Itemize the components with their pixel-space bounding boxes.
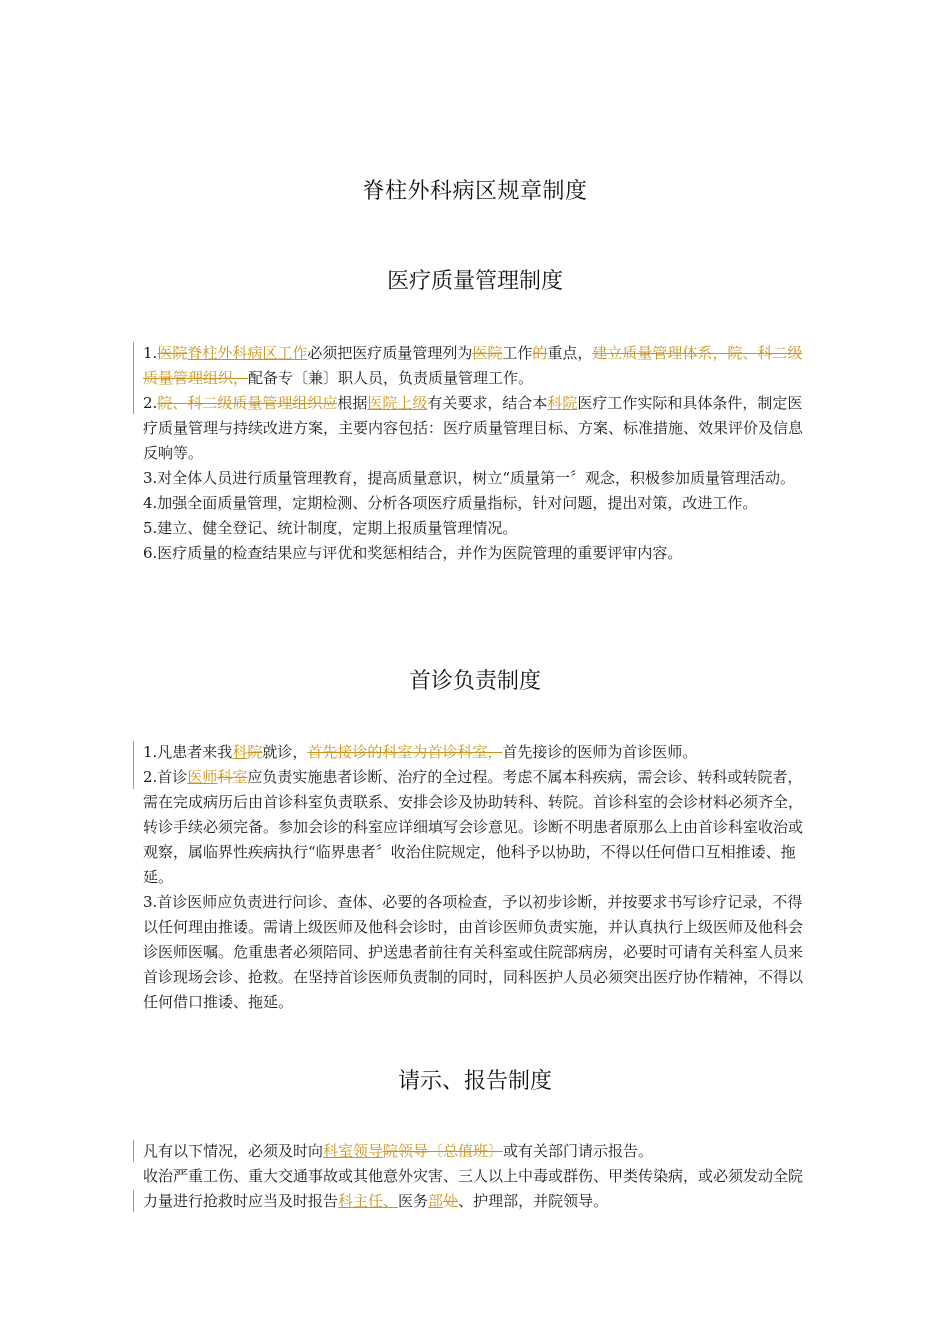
deleted-text: 院领导〔总值班〕 <box>383 1142 504 1160</box>
section-title-first-visit: 首诊负责制度 <box>408 669 541 694</box>
section-first-visit-body <box>143 740 807 1015</box>
paragraph: 4.加强全面质量管理，定期检测、分析各项医疗质量指标，针对问题，提出对策，改进工作。 <box>143 494 758 512</box>
inserted-text: 医师 <box>187 768 218 786</box>
deleted-text: 医院 <box>157 344 188 362</box>
inserted-text: 科主任、 <box>338 1192 399 1210</box>
deleted-text: 的 <box>532 344 548 362</box>
deleted-text: 院、科二级质量管理组织应 <box>157 394 338 412</box>
inserted-text: 医院上级 <box>367 394 428 412</box>
paragraph: 1.医院脊柱外科病区工作必须把医疗质量管理列为医院工作的重点，建立质量管理体系，院、科二级质量管理组织，配备专〔兼〕职人员，负责质量管理工作。 <box>143 344 803 387</box>
paragraph: 2.院、科二级质量管理组织应根据医院上级有关要求，结合本科院医疗工作实际和具体条件，制定医疗质量管理与持续改进方案，主要内容包括：医疗质量管理目标、方案、标准措施、效果评价及信息反响等。 <box>143 394 804 462</box>
change-bar <box>133 342 134 414</box>
paragraph: 凡有以下情况，必须及时向科室领导院领导〔总值班〕或有关部门请示报告。 <box>143 1142 654 1160</box>
paragraph: 3.首诊医师应负责进行问诊、查体、必要的各项检查，予以初步诊断，并按要求书写诊疗记录，不得以任何理由推诿。需请上级医师及他科会诊时，由首诊医师负责实施，并认真执行上级医师及他科会诊医师医嘱。危重患者必须陪同、护送患者前往有关科室或住院部病房，必要时可请有关科室人员来首诊现场会诊、抢救。在坚持首诊医师负责制的同时，同科医护人员必须突出医疗协作精神，不得以任何借口推诿、拖延。 <box>143 893 804 1011</box>
section-title-report: 请示、报告制度 <box>397 1069 552 1094</box>
inserted-text: 部 <box>428 1192 444 1210</box>
change-bar <box>133 741 134 789</box>
document-title: 脊柱外科病区规章制度 <box>362 179 588 204</box>
paragraph: 1.凡患者来我科院就诊，首先接诊的科室为首诊科室，首先接诊的医师为首诊医师。 <box>143 743 698 761</box>
paragraph: 6.医疗质量的检查结果应与评优和奖惩相结合，并作为医院管理的重要评审内容。 <box>143 544 683 562</box>
paragraph: 2.首诊医师科室应负责实施患者诊断、治疗的全过程。考虑不属本科疾病，需会诊、转科或转院者，需在完成病历后由首诊科室负责联系、安排会诊及协助转科、转院。首诊科室的会诊材料必须齐全，转诊手续必须完备。参加会诊的科室应详细填写会诊意见。诊断不明患者原那么上由首诊科室收治或观察，属临界性疾病执行“临界患者〞收治住院规定，他科予以协助，不得以任何借口互相推诿、拖延。 <box>143 768 804 886</box>
deleted-text: 医院 <box>472 344 503 362</box>
inserted-text: 科 <box>232 743 248 761</box>
change-bar <box>133 1190 134 1212</box>
inserted-text: 脊柱外科病区工作 <box>187 344 308 362</box>
paragraph: 5.建立、健全登记、统计制度，定期上报质量管理情况。 <box>143 519 518 537</box>
inserted-text: 科室领导 <box>323 1142 384 1160</box>
deleted-text: 院 <box>247 743 263 761</box>
change-bar <box>133 1140 134 1162</box>
deleted-text: 首先接诊的科室为首诊科室， <box>307 743 503 761</box>
paragraph: 收治严重工伤、重大交通事故或其他意外灾害、三人以上中毒或群伤、甲类传染病，或必须发动全院力量进行抢救时应当及时报告科主任、医务部处、护理部，并院领导。 <box>143 1167 804 1210</box>
section-title-quality: 医疗质量管理制度 <box>386 269 563 294</box>
inserted-text: 科院 <box>547 394 578 412</box>
deleted-text: 建立质量管理体系，院、科二级质量管理组织， <box>143 344 803 387</box>
paragraph: 3.对全体人员进行质量管理教育，提高质量意识，树立“质量第一〞观念，积极参加质量管理活动。 <box>143 469 795 487</box>
section-report-body <box>143 1139 807 1214</box>
deleted-text: 科室 <box>217 768 248 786</box>
section-quality-body <box>143 341 807 566</box>
deleted-text: 处 <box>443 1192 459 1210</box>
